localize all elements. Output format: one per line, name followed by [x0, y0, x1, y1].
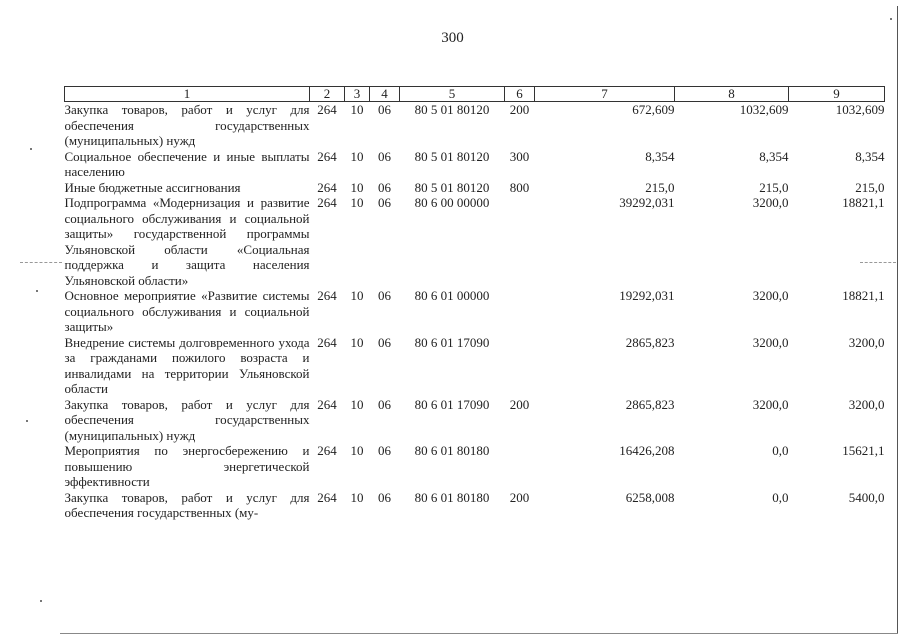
- row-col-3: 10: [350, 102, 364, 117]
- row-col-7: 19292,031: [619, 288, 675, 303]
- row-col-2: 264: [317, 396, 337, 412]
- row-col-6: [505, 443, 535, 490]
- row-col-9: 5400,0: [848, 489, 885, 505]
- row-col-7: 16426,208: [619, 443, 675, 458]
- row-col-4: 06: [378, 288, 391, 303]
- row-col-9: 15621,1: [842, 443, 885, 458]
- scan-dash-left: [20, 262, 62, 263]
- row-col-8: 3200,0: [752, 288, 789, 303]
- row-col-7: 39292,031: [619, 195, 675, 210]
- row-col-7: 215,0: [645, 179, 675, 195]
- row-col-5: 80 5 01 80120: [414, 179, 490, 195]
- row-name: Подпрограмма «Модернизация и развитие социального обслуживания и социальной защиты» государственной программы Ульяновской области «Социальная поддержка и защита населения Ульяновской области»: [64, 195, 310, 288]
- row-col-4: 06: [378, 179, 391, 195]
- row-col-6: 200: [509, 396, 530, 412]
- row-col-2: 264: [317, 195, 337, 210]
- scan-speck: [26, 420, 28, 422]
- row-col-5: 80 6 00 00000: [414, 195, 490, 210]
- row-col-3: 10: [350, 334, 364, 350]
- row-col-5: 80 6 01 17090: [414, 334, 490, 350]
- row-col-6: 800: [509, 179, 530, 195]
- table-row: [65, 195, 885, 288]
- row-col-9: 3200,0: [848, 396, 885, 412]
- table-row: [65, 102, 885, 149]
- row-col-8: 3200,0: [752, 396, 789, 412]
- row-col-2: 264: [317, 179, 337, 195]
- scan-speck: [36, 290, 38, 292]
- table-row: [65, 335, 885, 397]
- row-col-5: 80 6 01 80180: [414, 489, 490, 505]
- table-row: [65, 149, 885, 180]
- row-col-4: 06: [378, 148, 391, 164]
- scan-speck: [30, 148, 32, 150]
- row-col-2: 264: [317, 148, 337, 164]
- header-col-8: 8: [675, 87, 789, 102]
- row-col-7: 672,609: [632, 102, 675, 117]
- row-col-5: 80 6 01 00000: [414, 288, 490, 303]
- row-col-6: [505, 288, 535, 335]
- row-col-5: 80 5 01 80120: [414, 148, 490, 164]
- row-col-3: 10: [350, 489, 364, 505]
- row-col-8: 3200,0: [752, 334, 789, 350]
- row-name: Мероприятия по энергосбережению и повышению энергетической эффективности: [64, 443, 310, 489]
- row-name: Социальное обеспечение и иные выплаты населению: [64, 148, 310, 179]
- row-col-5: 80 6 01 80180: [414, 443, 490, 458]
- row-col-3: 10: [350, 396, 364, 412]
- row-col-7: 6258,008: [625, 489, 675, 505]
- scan-dash-right: [860, 262, 896, 263]
- header-col-7: 7: [535, 87, 675, 102]
- row-col-6: 200: [509, 489, 530, 505]
- row-col-8: 8,354: [759, 148, 789, 164]
- header-col-3: 3: [345, 87, 370, 102]
- row-col-2: 264: [317, 288, 337, 303]
- header-col-9: 9: [789, 87, 885, 102]
- row-col-3: 10: [350, 443, 364, 458]
- budget-table: [64, 86, 885, 521]
- row-col-5: 80 5 01 80120: [414, 102, 490, 117]
- header-row: [65, 87, 885, 102]
- row-col-4: 06: [378, 334, 391, 350]
- table-row: [65, 443, 885, 490]
- row-name: Внедрение системы долговременного ухода за гражданами пожилого возраста и инвалидами на территории Ульяновской области: [64, 334, 310, 396]
- row-col-9: 18821,1: [842, 288, 885, 303]
- row-col-3: 10: [350, 179, 364, 195]
- page-number: 300: [441, 30, 464, 46]
- scan-speck: [40, 600, 42, 602]
- row-col-7: 8,354: [645, 148, 675, 164]
- row-col-4: 06: [378, 102, 391, 117]
- row-col-2: 264: [317, 489, 337, 505]
- table-row: [65, 180, 885, 196]
- row-col-3: 10: [350, 288, 364, 303]
- row-col-9: 215,0: [855, 179, 885, 195]
- row-name: Закупка товаров, работ и услуг для обеспечения государственных (му-: [64, 489, 310, 520]
- row-col-9: 1032,609: [835, 102, 885, 117]
- header-col-5: 5: [400, 87, 505, 102]
- header-col-6: 6: [505, 87, 535, 102]
- row-col-3: 10: [350, 148, 364, 164]
- row-col-4: 06: [378, 396, 391, 412]
- scan-speck: [890, 18, 892, 20]
- scan-edge-right: [897, 6, 898, 634]
- header-col-4: 4: [370, 87, 400, 102]
- table-row: [65, 397, 885, 444]
- row-col-9: 8,354: [855, 148, 885, 164]
- row-name: Закупка товаров, работ и услуг для обеспечения государственных (муниципальных) нужд: [64, 396, 310, 443]
- row-col-8: 215,0: [759, 179, 789, 195]
- row-col-9: 3200,0: [848, 334, 885, 350]
- row-col-7: 2865,823: [625, 334, 675, 350]
- table-row: [65, 490, 885, 521]
- row-col-3: 10: [350, 195, 364, 210]
- row-col-6: [505, 195, 535, 288]
- scan-edge-bottom: [60, 633, 898, 634]
- header-col-2: 2: [310, 87, 345, 102]
- row-col-2: 264: [317, 102, 337, 117]
- row-col-8: 1032,609: [739, 102, 789, 117]
- row-col-5: 80 6 01 17090: [414, 396, 490, 412]
- row-col-8: 3200,0: [752, 195, 789, 210]
- row-name: Закупка товаров, работ и услуг для обеспечения государственных (муниципальных) нужд: [64, 102, 310, 148]
- row-col-2: 264: [317, 443, 337, 458]
- row-col-6: [505, 335, 535, 397]
- header-col-1: 1: [65, 87, 310, 102]
- row-col-8: 0,0: [772, 489, 789, 505]
- row-col-6: 200: [509, 102, 530, 117]
- row-col-4: 06: [378, 195, 391, 210]
- row-col-9: 18821,1: [842, 195, 885, 210]
- row-col-4: 06: [378, 489, 391, 505]
- row-col-7: 2865,823: [625, 396, 675, 412]
- row-name: Основное мероприятие «Развитие системы социального обслуживания и социальной защиты»: [64, 288, 310, 334]
- row-col-8: 0,0: [772, 443, 789, 458]
- row-col-4: 06: [378, 443, 391, 458]
- table-row: [65, 288, 885, 335]
- row-name: Иные бюджетные ассигнования: [64, 179, 241, 195]
- row-col-2: 264: [317, 334, 337, 350]
- row-col-6: 300: [509, 148, 530, 164]
